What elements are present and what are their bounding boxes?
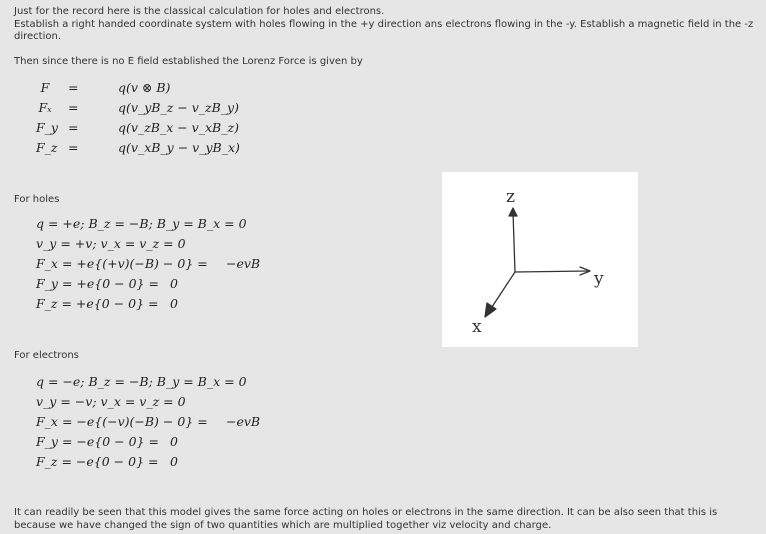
holes-expression: q = +e; B_z = −B; B_y = B_x = 0	[36, 216, 247, 231]
electrons-expression: F_y = −e{0 − 0} =	[36, 434, 159, 449]
lorentz-lhs: F_z	[36, 140, 58, 155]
z-axis-label: z	[506, 187, 515, 207]
lorentz-rhs: q(v_yB_z − v_zB_y)	[118, 100, 239, 115]
lorentz-equals: =	[68, 140, 79, 155]
intro-line-2: Establish a right handed coordinate system with holes flowing in the +y direction ans electrons flowing in the -y. Establish a magnetic field in the -z direction.	[14, 18, 754, 42]
coordinate-axes-figure	[442, 172, 638, 347]
intro-text	[14, 6, 754, 44]
electrons-expression: q = −e; B_z = −B; B_y = B_x = 0	[36, 374, 247, 389]
holes-expression: F_x = +e{(+v)(−B) − 0} =	[36, 256, 208, 271]
y-axis-line	[515, 271, 588, 272]
holes-result: −evB	[226, 256, 261, 271]
electrons-heading: For electrons	[14, 350, 79, 361]
conclusion-text: It can readily be seen that this model gives the same force acting on holes or electrons in the same direction. It can be also seen that this is because we have changed the sign of two quantities which are multiplied together viz velocity and charge.	[14, 507, 718, 531]
holes-result: 0	[170, 276, 178, 291]
x-axis-label: x	[472, 317, 482, 337]
lorentz-lhs: F	[40, 80, 50, 95]
x-axis-arrowhead	[485, 303, 496, 317]
z-axis-arrowhead	[509, 208, 517, 216]
holes-expression: F_z = +e{0 − 0} =	[36, 296, 159, 311]
lorentz-equals: =	[68, 100, 79, 115]
lorentz-rhs: q(v_xB_y − v_yB_x)	[118, 140, 240, 155]
holes-heading: For holes	[14, 194, 60, 205]
electrons-result: 0	[170, 454, 178, 469]
lorentz-rhs: q(v_zB_x − v_xB_z)	[118, 120, 239, 135]
lorentz-lhs: F_y	[36, 120, 58, 135]
lorentz-equals: =	[68, 120, 79, 135]
z-axis-line	[513, 212, 515, 272]
electrons-expression: F_x = −e{(−v)(−B) − 0} =	[36, 414, 208, 429]
holes-expression: F_y = +e{0 − 0} =	[36, 276, 159, 291]
electrons-result: 0	[170, 434, 178, 449]
electrons-expression: v_y = −v; v_x = v_z = 0	[36, 394, 186, 409]
intro-line-1: Just for the record here is the classical calculation for holes and electrons.	[14, 6, 385, 17]
lorentz-equals: =	[68, 80, 79, 95]
lorentz-lhs: Fₓ	[38, 100, 52, 115]
lorentz-rhs: q(v ⊗ B)	[118, 80, 171, 95]
lorentz-intro: Then since there is no E field established the Lorenz Force is given by	[14, 56, 363, 67]
y-axis-label: y	[594, 269, 604, 289]
electrons-result: −evB	[226, 414, 261, 429]
electrons-expression: F_z = −e{0 − 0} =	[36, 454, 159, 469]
coordinate-axes-drawing	[442, 172, 638, 347]
holes-result: 0	[170, 296, 178, 311]
holes-expression: v_y = +v; v_x = v_z = 0	[36, 236, 186, 251]
